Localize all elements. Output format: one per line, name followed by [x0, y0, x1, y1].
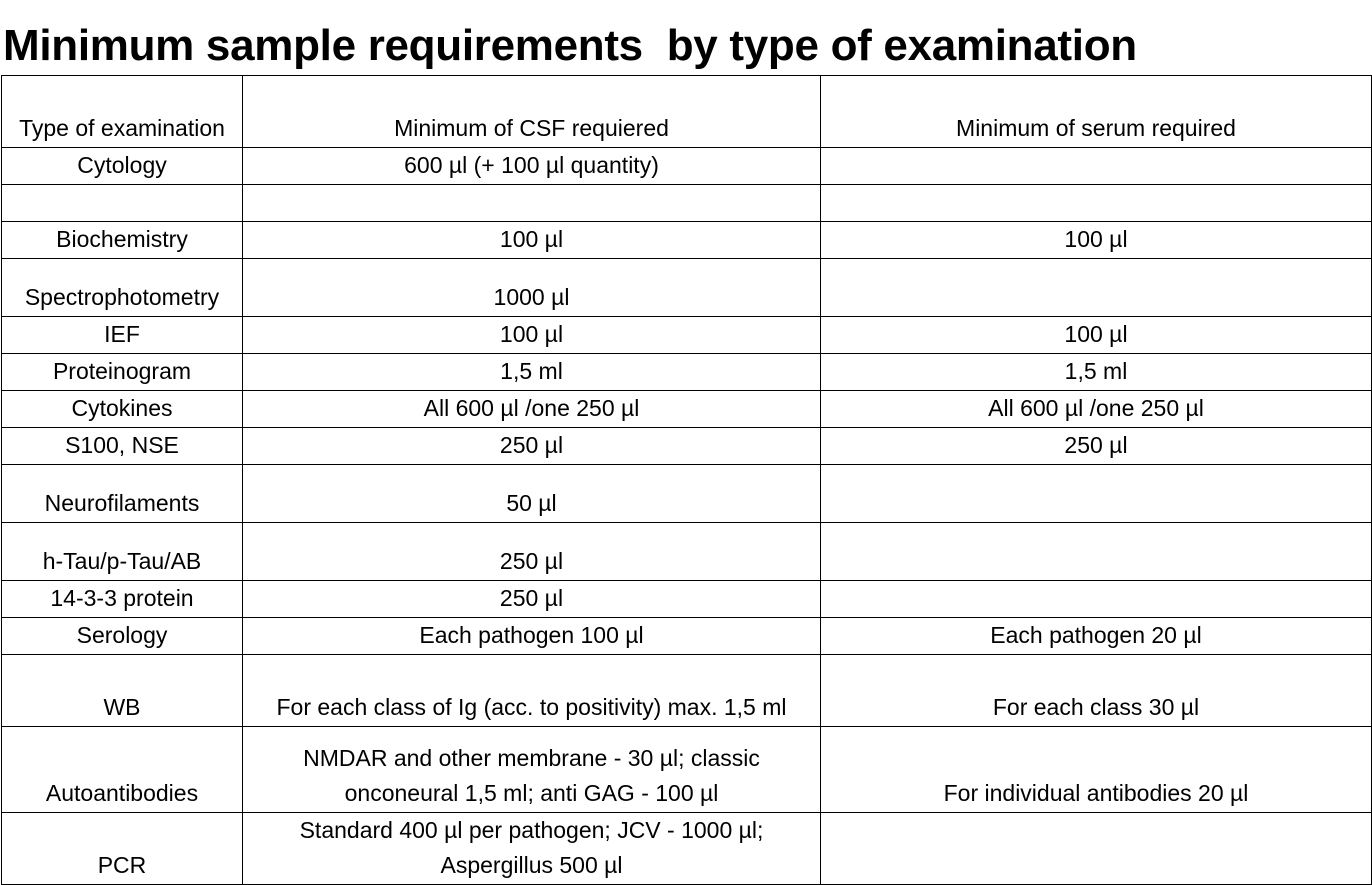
cell-examination: PCR [2, 813, 243, 885]
cell-csf [243, 185, 821, 222]
table-row-cytokines [2, 391, 1372, 428]
cell-serum [821, 581, 1372, 618]
table-row-pcr [2, 813, 1372, 885]
cell-serum [821, 465, 1372, 523]
table-row-wb [2, 655, 1372, 727]
table-row-cytology [2, 148, 1372, 185]
cell-serum [821, 813, 1372, 885]
cell-csf: 250 µl [243, 523, 821, 581]
cell-examination: WB [2, 655, 243, 727]
table-row-empty [2, 185, 1372, 222]
table-row-biochemistry [2, 222, 1372, 259]
cell-serum [821, 523, 1372, 581]
cell-examination: Spectrophotometry [2, 259, 243, 317]
cell-serum: All 600 µl /one 250 µl [821, 391, 1372, 428]
cell-csf: Standard 400 µl per pathogen; JCV - 1000 µl; Aspergillus 500 µl [243, 813, 821, 885]
cell-csf: 100 µl [243, 317, 821, 354]
cell-csf: All 600 µl /one 250 µl [243, 391, 821, 428]
cell-csf: 100 µl [243, 222, 821, 259]
table-row-tau [2, 523, 1372, 581]
header-serum-minimum: Minimum of serum required [821, 76, 1372, 148]
table-row-serology [2, 618, 1372, 655]
table-row-proteinogram [2, 354, 1372, 391]
cell-examination [2, 185, 243, 222]
cell-examination: IEF [2, 317, 243, 354]
page-title: Minimum sample requirements by type of examination [3, 21, 1137, 70]
cell-serum [821, 185, 1372, 222]
cell-csf: Each pathogen 100 µl [243, 618, 821, 655]
cell-examination: Proteinogram [2, 354, 243, 391]
cell-examination: Cytokines [2, 391, 243, 428]
cell-examination: Cytology [2, 148, 243, 185]
cell-serum: 1,5 ml [821, 354, 1372, 391]
table-header-row [2, 76, 1372, 148]
header-csf-minimum: Minimum of CSF requiered [243, 76, 821, 148]
cell-serum: 100 µl [821, 222, 1372, 259]
cell-examination: Autoantibodies [2, 727, 243, 813]
cell-serum [821, 148, 1372, 185]
cell-csf: 250 µl [243, 428, 821, 465]
table-row-neurofilaments [2, 465, 1372, 523]
cell-examination: Neurofilaments [2, 465, 243, 523]
cell-examination: Biochemistry [2, 222, 243, 259]
table-row-14-3-3-protein [2, 581, 1372, 618]
cell-serum: For each class 30 µl [821, 655, 1372, 727]
cell-serum: 250 µl [821, 428, 1372, 465]
cell-csf: 1000 µl [243, 259, 821, 317]
header-type-of-examination: Type of examination [2, 76, 243, 148]
table-row-spectrophotometry [2, 259, 1372, 317]
table-row-autoantibodies [2, 727, 1372, 813]
cell-examination: S100, NSE [2, 428, 243, 465]
cell-csf: NMDAR and other membrane - 30 µl; classic onconeural 1,5 ml; anti GAG - 100 µl [243, 727, 821, 813]
cell-csf: 50 µl [243, 465, 821, 523]
requirements-table [1, 75, 1372, 885]
cell-serum: 100 µl [821, 317, 1372, 354]
table-row-s100-nse [2, 428, 1372, 465]
cell-csf: 1,5 ml [243, 354, 821, 391]
cell-examination: h-Tau/p-Tau/AB [2, 523, 243, 581]
cell-serum [821, 259, 1372, 317]
cell-csf: 250 µl [243, 581, 821, 618]
cell-serum: Each pathogen 20 µl [821, 618, 1372, 655]
cell-examination: 14-3-3 protein [2, 581, 243, 618]
table-row-ief [2, 317, 1372, 354]
cell-examination: Serology [2, 618, 243, 655]
cell-csf: For each class of Ig (acc. to positivity) max. 1,5 ml [243, 655, 821, 727]
cell-csf: 600 µl (+ 100 µl quantity) [243, 148, 821, 185]
cell-serum: For individual antibodies 20 µl [821, 727, 1372, 813]
